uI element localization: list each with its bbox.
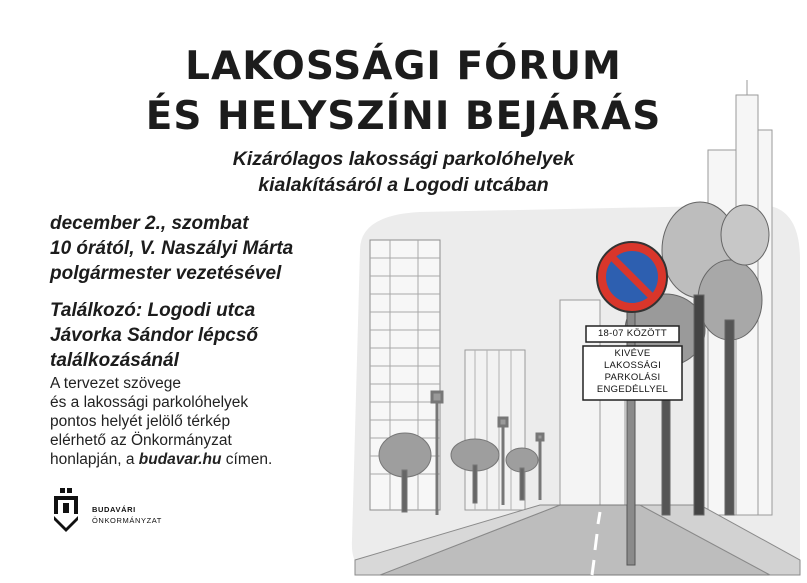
- sign-exception-1: KIVÉVE: [614, 348, 651, 359]
- subtitle-line-1: Kizárólagos lakossági parkolóhelyek: [232, 148, 575, 170]
- event-host: polgármester vezetésével: [50, 263, 282, 284]
- sign-exception-4: ENGEDÉLLYEL: [596, 384, 669, 395]
- no-parking-sign: [597, 242, 667, 312]
- event-time: 10 órától, V. Naszályi Márta: [50, 238, 294, 259]
- subtitle-line-2: kialakításáról a Logodi utcában: [258, 174, 549, 196]
- body-line-4: elérhető az Önkormányzat: [50, 432, 232, 449]
- sign-time-text: 18-07 KÖZÖTT: [597, 328, 668, 339]
- body-line-5-prefix: honlapján, a: [50, 451, 139, 468]
- budavar-logo-icon: [50, 488, 82, 532]
- title-line-2: ÉS HELYSZÍNI BEJÁRÁS: [145, 94, 662, 139]
- title-line-1: LAKOSSÁGI FÓRUM: [185, 44, 622, 89]
- body-line-5-suffix: címen.: [221, 451, 273, 468]
- sign-exception-2: LAKOSSÁGI: [603, 360, 662, 371]
- body-text: [50, 374, 272, 469]
- logo-name-1: BUDAVÁRI: [92, 505, 136, 514]
- meeting-place-3: találkozásánál: [50, 350, 179, 371]
- logo-name-2: ÖNKORMÁNYZAT: [92, 516, 162, 525]
- event-date: december 2., szombat: [50, 213, 249, 234]
- sign-exception-3: PARKOLÁSI: [604, 372, 661, 383]
- meeting-place-1: Találkozó: Logodi utca: [50, 300, 256, 321]
- body-line-2: és a lakossági parkolóhelyek: [50, 394, 249, 411]
- body-line-3: pontos helyét jelölő térkép: [50, 413, 231, 430]
- website-link[interactable]: budavar.hu: [138, 451, 222, 468]
- body-line-1: A tervezet szövege: [50, 375, 181, 392]
- meeting-place-2: Jávorka Sándor lépcső: [50, 325, 259, 346]
- body-line-5: [50, 450, 272, 469]
